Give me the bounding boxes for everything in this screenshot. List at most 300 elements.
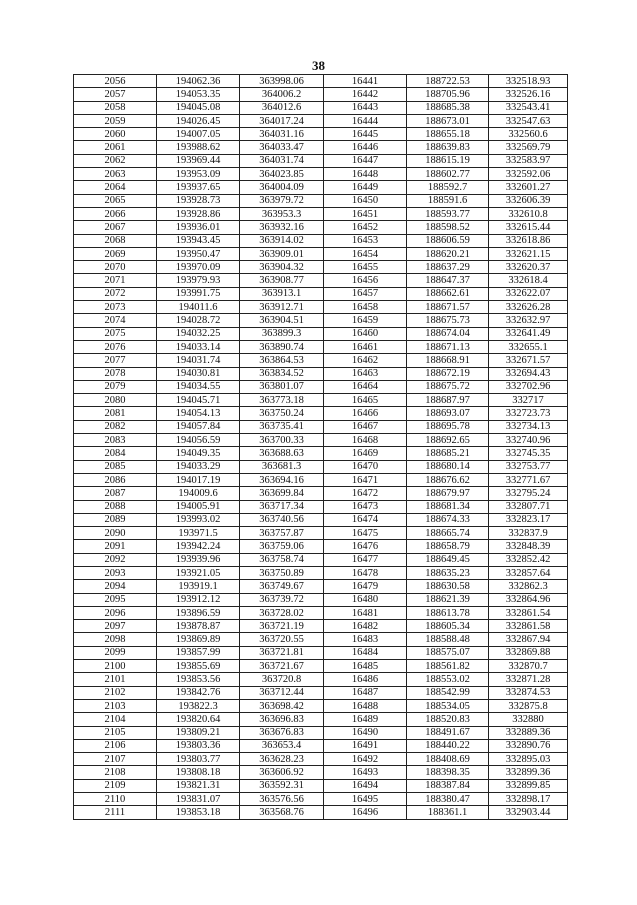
- cell-x-coordinate-b: 188602.77: [407, 168, 489, 181]
- cell-point-number-a: 2056: [74, 75, 157, 88]
- table-row: [74, 753, 568, 766]
- cell-point-number-a: 2076: [74, 340, 157, 353]
- table-row: [74, 207, 568, 220]
- cell-y-coordinate-a: 363749.67: [240, 580, 324, 593]
- table-row: [74, 394, 568, 407]
- cell-y-coordinate-a: 364006.2: [240, 88, 324, 101]
- cell-y-coordinate-b: 332723.73: [489, 407, 568, 420]
- cell-point-number-a: 2068: [74, 234, 157, 247]
- cell-x-coordinate-a: 194005.91: [157, 500, 240, 513]
- table-row: [74, 513, 568, 526]
- cell-y-coordinate-b: 332655.1: [489, 340, 568, 353]
- cell-point-number-a: 2104: [74, 713, 157, 726]
- cell-point-number-b: 16478: [324, 566, 407, 579]
- cell-x-coordinate-b: 188620.21: [407, 247, 489, 260]
- cell-point-number-a: 2074: [74, 314, 157, 327]
- cell-x-coordinate-b: 188408.69: [407, 753, 489, 766]
- cell-x-coordinate-b: 188655.18: [407, 128, 489, 141]
- cell-point-number-b: 16464: [324, 380, 407, 393]
- table-row: [74, 380, 568, 393]
- table-row: [74, 713, 568, 726]
- cell-x-coordinate-a: 193939.96: [157, 553, 240, 566]
- cell-point-number-a: 2075: [74, 327, 157, 340]
- cell-y-coordinate-b: 332771.67: [489, 473, 568, 486]
- cell-x-coordinate-a: 193942.24: [157, 540, 240, 553]
- cell-x-coordinate-b: 188674.04: [407, 327, 489, 340]
- cell-y-coordinate-a: 363899.3: [240, 327, 324, 340]
- cell-y-coordinate-b: 332823.17: [489, 513, 568, 526]
- cell-x-coordinate-a: 193869.89: [157, 633, 240, 646]
- cell-x-coordinate-a: 194026.45: [157, 114, 240, 127]
- cell-point-number-a: 2059: [74, 114, 157, 127]
- cell-x-coordinate-b: 188695.78: [407, 420, 489, 433]
- table-row: [74, 580, 568, 593]
- cell-y-coordinate-b: 332895.03: [489, 753, 568, 766]
- table-row: [74, 301, 568, 314]
- cell-x-coordinate-b: 188561.82: [407, 660, 489, 673]
- cell-point-number-b: 16496: [324, 806, 407, 819]
- cell-y-coordinate-b: 332622.07: [489, 287, 568, 300]
- cell-point-number-a: 2062: [74, 154, 157, 167]
- cell-y-coordinate-b: 332861.54: [489, 606, 568, 619]
- cell-point-number-b: 16470: [324, 460, 407, 473]
- cell-y-coordinate-b: 332753.77: [489, 460, 568, 473]
- cell-point-number-b: 16484: [324, 646, 407, 659]
- cell-point-number-b: 16442: [324, 88, 407, 101]
- table-row: [74, 620, 568, 633]
- cell-x-coordinate-b: 188675.72: [407, 380, 489, 393]
- cell-x-coordinate-a: 193912.12: [157, 593, 240, 606]
- cell-x-coordinate-b: 188491.67: [407, 726, 489, 739]
- cell-y-coordinate-b: 332870.7: [489, 660, 568, 673]
- cell-y-coordinate-a: 363739.72: [240, 593, 324, 606]
- cell-y-coordinate-a: 363720.55: [240, 633, 324, 646]
- cell-x-coordinate-a: 193803.77: [157, 753, 240, 766]
- cell-x-coordinate-a: 193988.62: [157, 141, 240, 154]
- cell-y-coordinate-a: 363592.31: [240, 779, 324, 792]
- cell-point-number-b: 16480: [324, 593, 407, 606]
- cell-point-number-a: 2088: [74, 500, 157, 513]
- table-row: [74, 686, 568, 699]
- cell-point-number-a: 2086: [74, 473, 157, 486]
- table-row: [74, 527, 568, 540]
- table-row: [74, 447, 568, 460]
- cell-point-number-b: 16489: [324, 713, 407, 726]
- cell-y-coordinate-b: 332869.88: [489, 646, 568, 659]
- table-row: [74, 779, 568, 792]
- cell-y-coordinate-a: 363909.01: [240, 247, 324, 260]
- cell-point-number-b: 16447: [324, 154, 407, 167]
- cell-x-coordinate-a: 193979.93: [157, 274, 240, 287]
- cell-point-number-a: 2093: [74, 566, 157, 579]
- table-row: [74, 566, 568, 579]
- cell-y-coordinate-a: 363698.42: [240, 699, 324, 712]
- cell-point-number-b: 16467: [324, 420, 407, 433]
- cell-x-coordinate-b: 188520.83: [407, 713, 489, 726]
- cell-y-coordinate-b: 332601.27: [489, 181, 568, 194]
- cell-point-number-b: 16443: [324, 101, 407, 114]
- cell-x-coordinate-b: 188380.47: [407, 793, 489, 806]
- cell-y-coordinate-b: 332583.97: [489, 154, 568, 167]
- cell-point-number-b: 16450: [324, 194, 407, 207]
- cell-y-coordinate-a: 363694.16: [240, 473, 324, 486]
- cell-y-coordinate-b: 332620.37: [489, 261, 568, 274]
- cell-y-coordinate-b: 332862.3: [489, 580, 568, 593]
- table-row: [74, 739, 568, 752]
- table-row: [74, 646, 568, 659]
- cell-y-coordinate-a: 363758.74: [240, 553, 324, 566]
- cell-point-number-b: 16460: [324, 327, 407, 340]
- cell-x-coordinate-b: 188637.29: [407, 261, 489, 274]
- cell-y-coordinate-b: 332857.64: [489, 566, 568, 579]
- cell-x-coordinate-b: 188674.33: [407, 513, 489, 526]
- table-row: [74, 181, 568, 194]
- cell-x-coordinate-b: 188658.79: [407, 540, 489, 553]
- cell-point-number-b: 16475: [324, 527, 407, 540]
- table-row: [74, 340, 568, 353]
- cell-y-coordinate-b: 332618.86: [489, 234, 568, 247]
- table-row: [74, 434, 568, 447]
- cell-point-number-a: 2085: [74, 460, 157, 473]
- cell-y-coordinate-a: 363606.92: [240, 766, 324, 779]
- cell-point-number-b: 16469: [324, 447, 407, 460]
- cell-point-number-a: 2084: [74, 447, 157, 460]
- cell-y-coordinate-a: 363801.07: [240, 380, 324, 393]
- cell-y-coordinate-a: 363700.33: [240, 434, 324, 447]
- cell-y-coordinate-a: 363712.44: [240, 686, 324, 699]
- cell-y-coordinate-a: 363696.83: [240, 713, 324, 726]
- cell-y-coordinate-b: 332526.16: [489, 88, 568, 101]
- table-row: [74, 168, 568, 181]
- cell-point-number-b: 16474: [324, 513, 407, 526]
- cell-y-coordinate-b: 332837.9: [489, 527, 568, 540]
- cell-point-number-a: 2109: [74, 779, 157, 792]
- cell-x-coordinate-b: 188722.53: [407, 75, 489, 88]
- cell-point-number-b: 16448: [324, 168, 407, 181]
- cell-x-coordinate-b: 188665.74: [407, 527, 489, 540]
- cell-x-coordinate-b: 188681.34: [407, 500, 489, 513]
- cell-x-coordinate-a: 193969.44: [157, 154, 240, 167]
- cell-point-number-b: 16459: [324, 314, 407, 327]
- cell-y-coordinate-a: 363912.71: [240, 301, 324, 314]
- cell-y-coordinate-a: 363953.3: [240, 207, 324, 220]
- cell-y-coordinate-b: 332615.44: [489, 221, 568, 234]
- cell-x-coordinate-a: 194049.35: [157, 447, 240, 460]
- cell-point-number-b: 16471: [324, 473, 407, 486]
- cell-x-coordinate-a: 194053.35: [157, 88, 240, 101]
- cell-point-number-a: 2061: [74, 141, 157, 154]
- table-row: [74, 766, 568, 779]
- cell-x-coordinate-b: 188685.21: [407, 447, 489, 460]
- cell-point-number-a: 2101: [74, 673, 157, 686]
- cell-y-coordinate-b: 332880: [489, 713, 568, 726]
- cell-x-coordinate-a: 194031.74: [157, 354, 240, 367]
- cell-x-coordinate-b: 188630.58: [407, 580, 489, 593]
- cell-x-coordinate-b: 188592.7: [407, 181, 489, 194]
- cell-y-coordinate-a: 363681.3: [240, 460, 324, 473]
- cell-x-coordinate-a: 193855.69: [157, 660, 240, 673]
- cell-y-coordinate-a: 363568.76: [240, 806, 324, 819]
- cell-y-coordinate-b: 332899.85: [489, 779, 568, 792]
- cell-y-coordinate-a: 363735.41: [240, 420, 324, 433]
- cell-y-coordinate-a: 363890.74: [240, 340, 324, 353]
- table-row: [74, 287, 568, 300]
- cell-y-coordinate-a: 363688.63: [240, 447, 324, 460]
- cell-y-coordinate-a: 363721.67: [240, 660, 324, 673]
- cell-x-coordinate-a: 194033.14: [157, 340, 240, 353]
- cell-point-number-a: 2064: [74, 181, 157, 194]
- cell-point-number-a: 2080: [74, 394, 157, 407]
- cell-y-coordinate-b: 332610.8: [489, 207, 568, 220]
- cell-x-coordinate-a: 193943.45: [157, 234, 240, 247]
- cell-x-coordinate-b: 188542.99: [407, 686, 489, 699]
- cell-point-number-a: 2096: [74, 606, 157, 619]
- cell-x-coordinate-a: 193950.47: [157, 247, 240, 260]
- cell-x-coordinate-b: 188361.1: [407, 806, 489, 819]
- cell-y-coordinate-b: 332547.63: [489, 114, 568, 127]
- cell-x-coordinate-a: 193970.09: [157, 261, 240, 274]
- cell-x-coordinate-a: 193857.99: [157, 646, 240, 659]
- cell-y-coordinate-b: 332864.96: [489, 593, 568, 606]
- cell-x-coordinate-a: 194045.08: [157, 101, 240, 114]
- cell-x-coordinate-b: 188575.07: [407, 646, 489, 659]
- cell-x-coordinate-a: 193928.86: [157, 207, 240, 220]
- cell-x-coordinate-a: 194011.6: [157, 301, 240, 314]
- cell-x-coordinate-b: 188647.37: [407, 274, 489, 287]
- cell-x-coordinate-a: 193993.02: [157, 513, 240, 526]
- cell-point-number-b: 16462: [324, 354, 407, 367]
- cell-point-number-a: 2107: [74, 753, 157, 766]
- table-row: [74, 806, 568, 819]
- cell-x-coordinate-b: 188675.73: [407, 314, 489, 327]
- cell-x-coordinate-b: 188693.07: [407, 407, 489, 420]
- cell-point-number-a: 2078: [74, 367, 157, 380]
- table-row: [74, 101, 568, 114]
- cell-y-coordinate-b: 332671.57: [489, 354, 568, 367]
- cell-point-number-a: 2077: [74, 354, 157, 367]
- cell-y-coordinate-a: 364017.24: [240, 114, 324, 127]
- cell-point-number-a: 2089: [74, 513, 157, 526]
- cell-y-coordinate-a: 363904.51: [240, 314, 324, 327]
- cell-point-number-a: 2063: [74, 168, 157, 181]
- cell-x-coordinate-b: 188662.61: [407, 287, 489, 300]
- cell-point-number-b: 16458: [324, 301, 407, 314]
- cell-point-number-a: 2092: [74, 553, 157, 566]
- cell-x-coordinate-a: 193822.3: [157, 699, 240, 712]
- cell-point-number-a: 2081: [74, 407, 157, 420]
- cell-y-coordinate-b: 332807.71: [489, 500, 568, 513]
- cell-point-number-b: 16465: [324, 394, 407, 407]
- cell-point-number-a: 2095: [74, 593, 157, 606]
- cell-point-number-b: 16473: [324, 500, 407, 513]
- cell-point-number-a: 2094: [74, 580, 157, 593]
- cell-y-coordinate-b: 332867.94: [489, 633, 568, 646]
- cell-point-number-a: 2066: [74, 207, 157, 220]
- cell-x-coordinate-b: 188440.22: [407, 739, 489, 752]
- cell-point-number-b: 16485: [324, 660, 407, 673]
- cell-y-coordinate-b: 332899.36: [489, 766, 568, 779]
- cell-x-coordinate-a: 194062.36: [157, 75, 240, 88]
- cell-y-coordinate-a: 364012.6: [240, 101, 324, 114]
- cell-y-coordinate-a: 363699.84: [240, 487, 324, 500]
- table-row: [74, 487, 568, 500]
- cell-x-coordinate-a: 194017.19: [157, 473, 240, 486]
- cell-y-coordinate-b: 332871.28: [489, 673, 568, 686]
- cell-y-coordinate-b: 332694.43: [489, 367, 568, 380]
- table-row: [74, 553, 568, 566]
- cell-x-coordinate-b: 188685.38: [407, 101, 489, 114]
- cell-x-coordinate-b: 188591.6: [407, 194, 489, 207]
- cell-point-number-a: 2071: [74, 274, 157, 287]
- cell-y-coordinate-b: 332740.96: [489, 434, 568, 447]
- cell-y-coordinate-a: 364023.85: [240, 168, 324, 181]
- cell-x-coordinate-a: 193896.59: [157, 606, 240, 619]
- cell-point-number-b: 16457: [324, 287, 407, 300]
- cell-x-coordinate-b: 188613.78: [407, 606, 489, 619]
- table-row: [74, 633, 568, 646]
- cell-y-coordinate-b: 332861.58: [489, 620, 568, 633]
- cell-y-coordinate-a: 363834.52: [240, 367, 324, 380]
- cell-point-number-a: 2103: [74, 699, 157, 712]
- cell-point-number-a: 2099: [74, 646, 157, 659]
- cell-y-coordinate-a: 363576.56: [240, 793, 324, 806]
- cell-point-number-b: 16461: [324, 340, 407, 353]
- cell-point-number-b: 16491: [324, 739, 407, 752]
- cell-point-number-b: 16445: [324, 128, 407, 141]
- cell-y-coordinate-a: 363740.56: [240, 513, 324, 526]
- cell-point-number-b: 16495: [324, 793, 407, 806]
- cell-y-coordinate-b: 332717: [489, 394, 568, 407]
- cell-point-number-b: 16454: [324, 247, 407, 260]
- cell-y-coordinate-a: 364033.47: [240, 141, 324, 154]
- cell-y-coordinate-a: 363864.53: [240, 354, 324, 367]
- table-row: [74, 407, 568, 420]
- cell-x-coordinate-a: 193919.1: [157, 580, 240, 593]
- cell-x-coordinate-b: 188593.77: [407, 207, 489, 220]
- cell-y-coordinate-b: 332632.97: [489, 314, 568, 327]
- cell-x-coordinate-b: 188649.45: [407, 553, 489, 566]
- cell-point-number-a: 2082: [74, 420, 157, 433]
- cell-y-coordinate-a: 363759.06: [240, 540, 324, 553]
- table-row: [74, 141, 568, 154]
- cell-point-number-b: 16493: [324, 766, 407, 779]
- cell-y-coordinate-a: 364004.09: [240, 181, 324, 194]
- cell-point-number-b: 16476: [324, 540, 407, 553]
- cell-point-number-a: 2058: [74, 101, 157, 114]
- cell-y-coordinate-b: 332745.35: [489, 447, 568, 460]
- cell-point-number-b: 16482: [324, 620, 407, 633]
- cell-y-coordinate-b: 332795.24: [489, 487, 568, 500]
- cell-x-coordinate-a: 193853.56: [157, 673, 240, 686]
- cell-x-coordinate-a: 194007.05: [157, 128, 240, 141]
- cell-point-number-b: 16472: [324, 487, 407, 500]
- cell-point-number-b: 16477: [324, 553, 407, 566]
- cell-y-coordinate-a: 363773.18: [240, 394, 324, 407]
- cell-y-coordinate-b: 332848.39: [489, 540, 568, 553]
- cell-y-coordinate-a: 363998.06: [240, 75, 324, 88]
- table-row: [74, 540, 568, 553]
- cell-y-coordinate-b: 332592.06: [489, 168, 568, 181]
- cell-x-coordinate-b: 188671.13: [407, 340, 489, 353]
- cell-x-coordinate-a: 193991.75: [157, 287, 240, 300]
- cell-x-coordinate-b: 188553.02: [407, 673, 489, 686]
- cell-x-coordinate-b: 188635.23: [407, 566, 489, 579]
- cell-x-coordinate-b: 188639.83: [407, 141, 489, 154]
- cell-point-number-a: 2106: [74, 739, 157, 752]
- cell-y-coordinate-a: 363757.87: [240, 527, 324, 540]
- cell-x-coordinate-b: 188598.52: [407, 221, 489, 234]
- table-row: [74, 420, 568, 433]
- cell-point-number-b: 16463: [324, 367, 407, 380]
- cell-y-coordinate-b: 332621.15: [489, 247, 568, 260]
- table-row: [74, 154, 568, 167]
- cell-y-coordinate-b: 332852.42: [489, 553, 568, 566]
- cell-x-coordinate-a: 193820.64: [157, 713, 240, 726]
- cell-point-number-a: 2073: [74, 301, 157, 314]
- table-row: [74, 327, 568, 340]
- table-row: [74, 793, 568, 806]
- cell-x-coordinate-a: 194009.6: [157, 487, 240, 500]
- cell-point-number-b: 16451: [324, 207, 407, 220]
- cell-y-coordinate-a: 363628.23: [240, 753, 324, 766]
- table-row: [74, 274, 568, 287]
- cell-y-coordinate-b: 332641.49: [489, 327, 568, 340]
- cell-point-number-a: 2087: [74, 487, 157, 500]
- cell-y-coordinate-a: 363932.16: [240, 221, 324, 234]
- cell-point-number-b: 16466: [324, 407, 407, 420]
- cell-y-coordinate-a: 363979.72: [240, 194, 324, 207]
- table-row: [74, 114, 568, 127]
- cell-point-number-a: 2111: [74, 806, 157, 819]
- cell-y-coordinate-b: 332560.6: [489, 128, 568, 141]
- cell-y-coordinate-b: 332874.53: [489, 686, 568, 699]
- cell-point-number-a: 2067: [74, 221, 157, 234]
- cell-point-number-a: 2110: [74, 793, 157, 806]
- cell-x-coordinate-b: 188668.91: [407, 354, 489, 367]
- cell-point-number-b: 16481: [324, 606, 407, 619]
- cell-point-number-b: 16456: [324, 274, 407, 287]
- cell-y-coordinate-b: 332890.76: [489, 739, 568, 752]
- cell-x-coordinate-a: 194030.81: [157, 367, 240, 380]
- cell-point-number-b: 16446: [324, 141, 407, 154]
- cell-y-coordinate-a: 363914.02: [240, 234, 324, 247]
- table-row: [74, 128, 568, 141]
- cell-x-coordinate-b: 188615.19: [407, 154, 489, 167]
- coordinates-table: [73, 74, 568, 820]
- table-row: [74, 726, 568, 739]
- cell-y-coordinate-a: 363913.1: [240, 287, 324, 300]
- cell-y-coordinate-b: 332898.17: [489, 793, 568, 806]
- cell-x-coordinate-a: 193937.65: [157, 181, 240, 194]
- cell-x-coordinate-b: 188680.14: [407, 460, 489, 473]
- cell-x-coordinate-a: 193953.09: [157, 168, 240, 181]
- table-row: [74, 473, 568, 486]
- table-row: [74, 261, 568, 274]
- cell-y-coordinate-a: 363717.34: [240, 500, 324, 513]
- cell-y-coordinate-b: 332518.93: [489, 75, 568, 88]
- cell-x-coordinate-b: 188672.19: [407, 367, 489, 380]
- cell-x-coordinate-a: 194056.59: [157, 434, 240, 447]
- cell-point-number-a: 2060: [74, 128, 157, 141]
- cell-x-coordinate-a: 193831.07: [157, 793, 240, 806]
- cell-point-number-b: 16487: [324, 686, 407, 699]
- cell-point-number-b: 16483: [324, 633, 407, 646]
- cell-x-coordinate-b: 188387.84: [407, 779, 489, 792]
- cell-y-coordinate-a: 363750.24: [240, 407, 324, 420]
- cell-point-number-b: 16452: [324, 221, 407, 234]
- cell-y-coordinate-a: 364031.16: [240, 128, 324, 141]
- table-row: [74, 314, 568, 327]
